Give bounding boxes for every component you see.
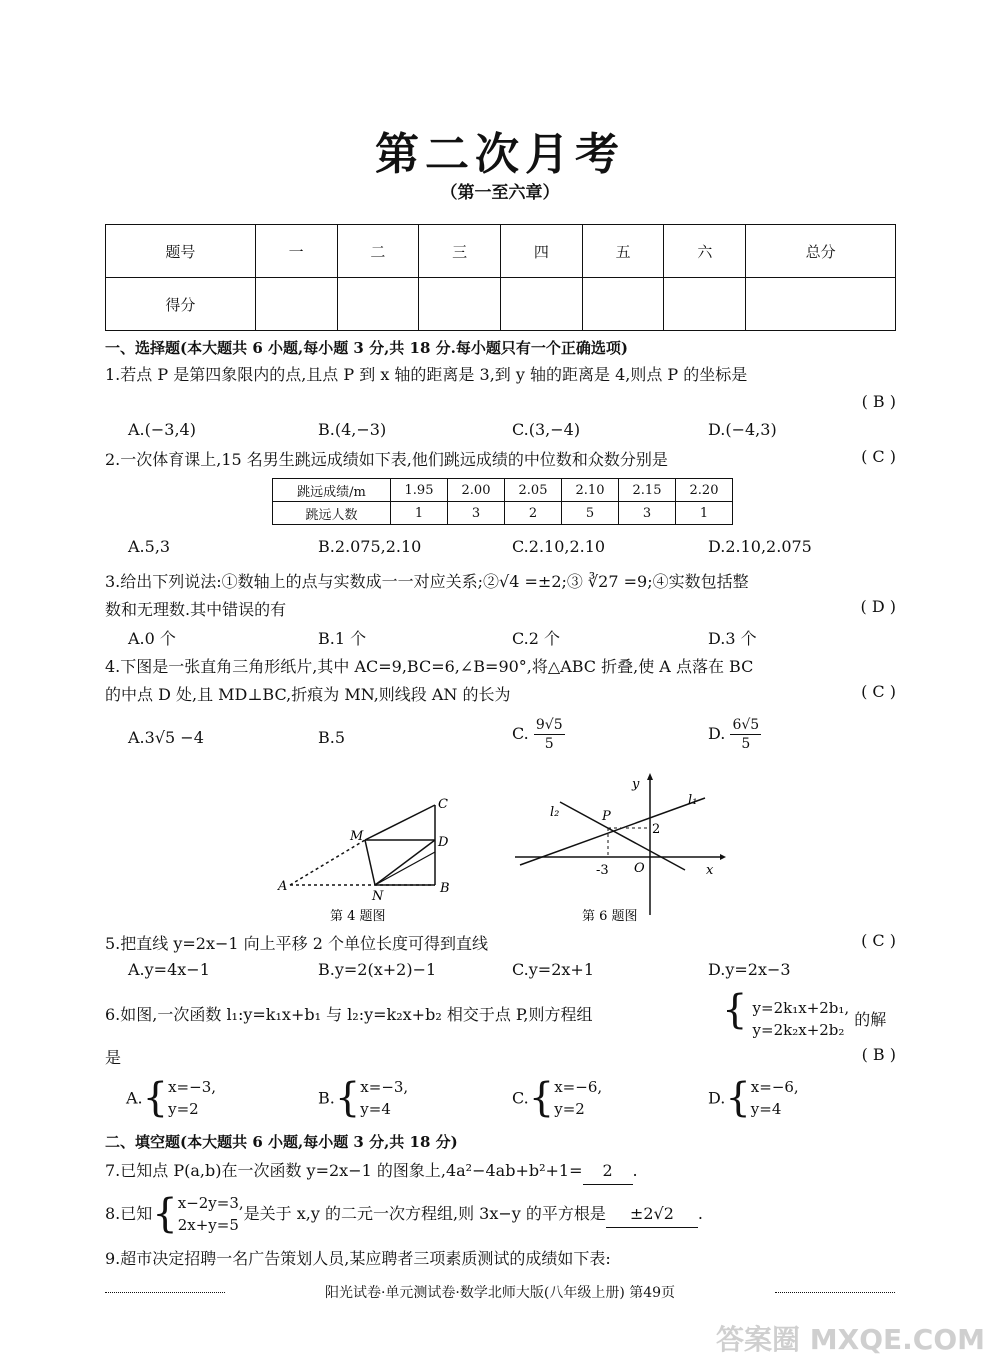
q6-line2: 是 [105, 1048, 122, 1067]
score-header-label: 题号 [106, 225, 256, 278]
fig4-label-a: A [278, 879, 288, 894]
q4-line1: 4.下图是一张直角三角形纸片,其中 AC=9,BC=6,∠B=90°,将△ABC 折叠,使 A 点落在 BC [105, 657, 754, 676]
score-col: 六 [664, 225, 746, 278]
q8-system-rows [178, 1192, 244, 1236]
q2-table [272, 478, 733, 525]
q2-option-c: C.2.10,2.10 [512, 537, 606, 556]
q5-option-d: D.y=2x−3 [708, 960, 791, 979]
q6-option-c-brace: { [528, 1075, 555, 1121]
q4-option-a: A.3√5 −4 [128, 728, 204, 747]
fig4-label-m: M [350, 829, 364, 844]
footer-dots-right [775, 1292, 895, 1293]
q6-option-d [708, 1076, 799, 1120]
score-cell[interactable] [500, 278, 582, 331]
q6-brace: { [722, 987, 748, 1033]
q6-system-rows [753, 997, 850, 1041]
q4-option-c-fraction [534, 716, 565, 753]
q5-option-a: A.y=4x−1 [128, 960, 210, 979]
figure-6 [510, 770, 730, 930]
page-subtitle: （第一至六章） [440, 183, 560, 203]
q2-option-d: D.2.10,2.075 [708, 537, 812, 556]
q2-cell: 2.05 [505, 479, 562, 502]
score-col: 二 [337, 225, 419, 278]
q5-option-b: B.y=2(x+2)−1 [318, 960, 437, 979]
q4-option-c-numerator: 9√5 [535, 717, 563, 733]
fig6-label-x: x [706, 863, 714, 878]
fig6-label-y: y [632, 777, 640, 792]
fig6-value-2: 2 [652, 822, 661, 837]
q1-answer: ( B ) [861, 392, 896, 411]
fig4-label-c: C [438, 797, 448, 812]
q6-option-a [126, 1076, 216, 1120]
q6-sys-row2: y=2k₂x+2b₂ [752, 1020, 845, 1039]
fig4-edge-nd [375, 840, 435, 885]
score-table-header-row [106, 225, 896, 278]
q2-cell: 1 [676, 502, 733, 525]
q2-table-row [273, 502, 733, 525]
q2-table-row [273, 479, 733, 502]
q3-line1: 3.给出下列说法:①数轴上的点与实数成一一对应关系;②√4 =±2;③ ∛27 =9;④实数包括整 [105, 572, 749, 591]
section1-heading: 一、选择题(本大题共 6 小题,每小题 3 分,共 18 分.每小题只有一个正确选项) [105, 339, 628, 357]
q1-option-a: A.(−3,4) [128, 420, 196, 439]
q6-option-b-rows [360, 1076, 408, 1120]
q2-cell: 2.00 [448, 479, 505, 502]
q3-option-b: B.1 个 [318, 629, 367, 648]
q4-option-d [708, 716, 761, 753]
q6-tail: 的解 [854, 1010, 887, 1029]
score-cell[interactable] [582, 278, 664, 331]
q6-system [722, 987, 887, 1041]
q6-option-d-row2: y=4 [750, 1100, 782, 1118]
q2-option-a: A.5,3 [128, 537, 171, 556]
fig6-label-l2: l₂ [550, 805, 560, 820]
score-cell[interactable] [255, 278, 337, 331]
q1-text: 1.若点 P 是第四象限内的点,且点 P 到 x 轴的距离是 3,到 y 轴的距离是 4,则点 P 的坐标是 [105, 365, 748, 384]
q2-cell: 3 [448, 502, 505, 525]
score-cell[interactable] [746, 278, 896, 331]
q2-cell: 2.10 [562, 479, 619, 502]
q7-text: 7.已知点 P(a,b)在一次函数 y=2x−1 的图象上,4a²−4ab+b²+1= [105, 1161, 583, 1180]
score-col: 三 [419, 225, 501, 278]
figure-4 [270, 790, 470, 930]
q4-option-d-fraction [730, 716, 761, 753]
score-col: 四 [500, 225, 582, 278]
q2-cell: 2 [505, 502, 562, 525]
q2-cell: 2.20 [676, 479, 733, 502]
q6-option-c-rows [554, 1076, 602, 1120]
q1-option-d: D.(−4,3) [708, 420, 777, 439]
score-table-score-row [106, 278, 896, 331]
q6-option-d-row1: x=−6, [750, 1078, 799, 1096]
q6-option-a-brace: { [142, 1075, 169, 1121]
score-table [105, 224, 896, 331]
q6-option-d-label: D. [708, 1088, 726, 1108]
fig4-caption: 第 4 题图 [330, 909, 386, 924]
q2-cell: 3 [619, 502, 676, 525]
q4-option-d-label: D. [708, 724, 726, 743]
q2-cell: 1.95 [391, 479, 448, 502]
fig6-label-p: P [602, 809, 611, 824]
q6-option-b-brace: { [334, 1075, 361, 1121]
q6-sys-row1: y=2k₁x+2b₁, [752, 998, 850, 1017]
q6-option-c-row1: x=−6, [554, 1078, 603, 1096]
score-row-label: 得分 [106, 278, 256, 331]
fig4-label-n: N [372, 889, 384, 904]
q6-option-b-row1: x=−3, [360, 1078, 409, 1096]
fig4-dashed-am [290, 840, 365, 885]
q6-text: 6.如图,一次函数 l₁:y=k₁x+b₁ 与 l₂:y=k₂x+b₂ 相交于点 P,则方程组 [105, 1005, 593, 1024]
q8-sys-row1: x−2y=3, [177, 1194, 244, 1212]
score-cell[interactable] [337, 278, 419, 331]
score-col: 总分 [746, 225, 896, 278]
fig4-fold-mn [365, 840, 375, 885]
q6-option-c-row2: y=2 [554, 1100, 585, 1118]
q6-option-c-label: C. [512, 1088, 529, 1108]
q7 [105, 1158, 638, 1185]
fig4-label-b: B [440, 881, 450, 896]
q5-option-c: C.y=2x+1 [512, 960, 594, 979]
q6-option-a-label: A. [126, 1088, 143, 1108]
fig6-label-o: O [634, 861, 645, 876]
q8-brace: { [152, 1191, 178, 1237]
q8 [105, 1192, 703, 1236]
q4-option-d-denominator: 5 [741, 736, 751, 752]
q6-option-d-rows [751, 1076, 799, 1120]
fig6-y-arrow [647, 773, 653, 780]
q4-option-c-denominator: 5 [544, 736, 554, 752]
q2-text: 2.一次体育课上,15 名男生跳远成绩如下表,他们跳远成绩的中位数和众数分别是 [105, 450, 668, 469]
fig6-caption: 第 6 题图 [582, 909, 638, 924]
fig6-x-arrow [720, 854, 726, 860]
fig4-label-d: D [438, 835, 449, 850]
q6-option-b-row2: y=4 [360, 1100, 391, 1118]
q2-cell: 1 [391, 502, 448, 525]
section2-heading: 二、填空题(本大题共 6 小题,每小题 3 分,共 18 分) [105, 1133, 458, 1151]
q3-line2: 数和无理数.其中错误的有 [105, 600, 287, 619]
q1-option-c: C.(3,−4) [512, 420, 581, 439]
watermark-logo: 答案圈 MXQE.COM [716, 1323, 985, 1356]
q6-option-d-brace: { [725, 1075, 751, 1121]
q5-text: 5.把直线 y=2x−1 向上平移 2 个单位长度可得到直线 [105, 934, 489, 953]
footer-text: 阳光试卷·单元测试卷·数学北师大版(八年级上册) 第49页 [324, 1285, 676, 1301]
q3-option-c: C.2 个 [512, 629, 561, 648]
q6-option-a-row2: y=2 [168, 1100, 199, 1118]
q6-option-c [512, 1076, 602, 1120]
q4-option-c-label: C. [512, 724, 529, 743]
q3-answer: ( D ) [860, 597, 896, 616]
q3-option-a: A.0 个 [128, 629, 176, 648]
q6-option-a-row1: x=−3, [168, 1078, 217, 1096]
q6-answer: ( B ) [861, 1045, 896, 1064]
q6-option-a-rows [168, 1076, 216, 1120]
q7-answer-blank[interactable]: 2 [583, 1158, 633, 1185]
page-title: 第二次月考 [375, 129, 625, 180]
q4-option-d-numerator: 6√5 [732, 717, 760, 733]
q1-option-b: B.(4,−3) [318, 420, 387, 439]
q8-pre: 8.已知 [105, 1204, 153, 1223]
q2-row1-label: 跳远成绩/m [273, 479, 391, 502]
q4-option-b: B.5 [318, 728, 346, 747]
score-cell[interactable] [419, 278, 501, 331]
q5-answer: ( C ) [861, 931, 896, 950]
q6-option-b [318, 1076, 408, 1120]
q9-text: 9.超市决定招聘一名广告策划人员,某应聘者三项素质测试的成绩如下表: [105, 1249, 611, 1268]
q2-answer: ( C ) [861, 447, 896, 466]
q2-option-b: B.2.075,2.10 [318, 537, 422, 556]
score-col: 一 [255, 225, 337, 278]
q2-row2-label: 跳远人数 [273, 502, 391, 525]
score-cell[interactable] [664, 278, 746, 331]
fig4-edge-mc [365, 805, 435, 840]
q2-cell: 2.15 [619, 479, 676, 502]
q8-sys-row2: 2x+y=5 [177, 1216, 239, 1234]
fig6-label-l1: l₁ [688, 793, 698, 808]
q4-option-c [512, 716, 565, 753]
q8-end: . [697, 1204, 703, 1223]
fig4-edge-inner [375, 852, 435, 885]
fig6-value-neg3: -3 [596, 863, 609, 878]
q4-line2: 的中点 D 处,且 MD⊥BC,折痕为 MN,则线段 AN 的长为 [105, 685, 511, 704]
q4-answer: ( C ) [861, 682, 896, 701]
q6-option-b-label: B. [318, 1088, 335, 1108]
q2-cell: 5 [562, 502, 619, 525]
q8-answer-blank[interactable]: ±2√2 [606, 1201, 698, 1228]
fig6-line-l1 [520, 798, 705, 865]
q7-end: . [632, 1161, 638, 1180]
q3-option-d: D.3 个 [708, 629, 757, 648]
score-col: 五 [582, 225, 664, 278]
q8-text: 是关于 x,y 的二元一次方程组,则 3x−y 的平方根是 [243, 1204, 606, 1223]
